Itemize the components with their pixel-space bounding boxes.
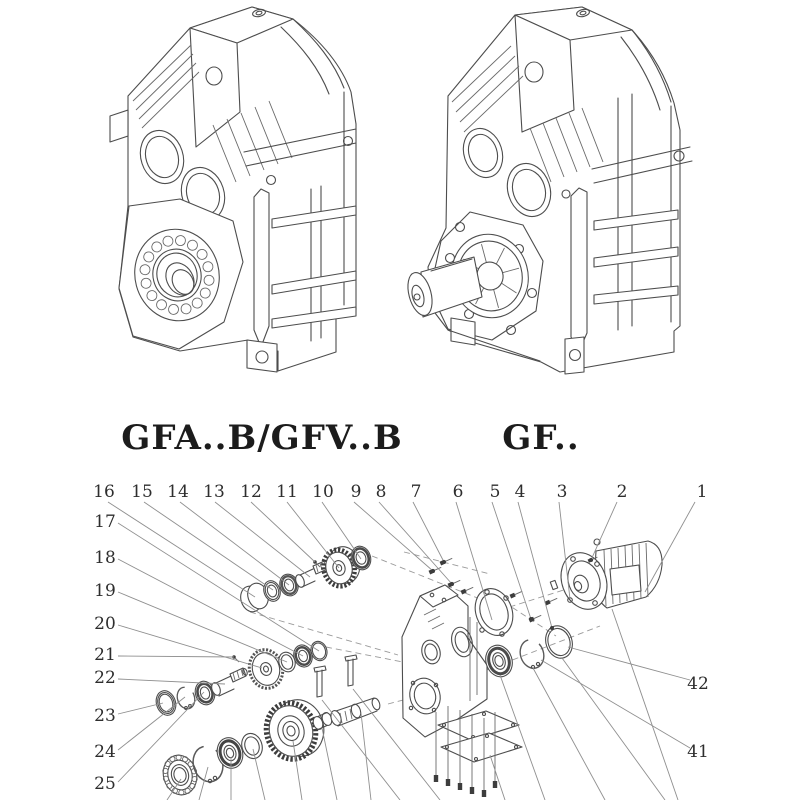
- leader-line-12: [251, 502, 315, 562]
- part-flange-bolt: [510, 590, 524, 599]
- cropped-leader-lines: [500, 675, 545, 800]
- part-oil-seal-mid: [153, 688, 179, 718]
- part-output-pinion-shaft: [329, 697, 381, 727]
- part-circlip-output: [536, 662, 539, 665]
- part-motor-key: [550, 580, 557, 589]
- left-model-label: GFA..B/GFV..B: [121, 418, 403, 458]
- part-adapter-flange: [469, 583, 519, 640]
- leader-line-7: [413, 502, 444, 562]
- callout-number-5: 5: [489, 482, 501, 502]
- leader-line-21: [118, 656, 234, 657]
- leader-dot-2: [589, 558, 593, 562]
- cropped-leader-lines: [612, 609, 678, 800]
- callout-number-8: 8: [375, 482, 387, 502]
- cropped-leader-lines: [490, 755, 505, 800]
- part-ball-bearing-large: [158, 751, 201, 798]
- callout-number-16: 16: [93, 482, 115, 502]
- part-intermediate-pinion-shaft: [210, 668, 248, 697]
- part-key-2: [345, 655, 357, 661]
- part-motor: [550, 539, 662, 616]
- terminal-box: [610, 565, 641, 595]
- callout-number-9: 9: [350, 482, 362, 502]
- callout-number-23: 23: [94, 706, 116, 726]
- leader-line-18: [118, 559, 303, 656]
- callout-number-11: 11: [276, 482, 298, 502]
- part-key-1: [317, 670, 322, 697]
- right-model-label: GF..: [502, 418, 580, 458]
- callout-layer: [93, 482, 709, 794]
- callout-number-3: 3: [556, 482, 568, 502]
- leader-line-22: [118, 679, 225, 684]
- callout-number-41: 41: [687, 742, 709, 762]
- callout-number-21: 21: [94, 645, 116, 665]
- part-output-pinion-shaft: [371, 697, 382, 711]
- callout-number-42: 42: [687, 674, 709, 694]
- part-flange-bolt: [510, 593, 516, 599]
- part-flange-bolt: [453, 580, 460, 583]
- part-key-2: [348, 659, 353, 686]
- callout-number-12: 12: [240, 482, 262, 502]
- part-circlip-mid: [175, 685, 198, 711]
- leader-line-23: [118, 703, 163, 714]
- cropped-leader-lines: [322, 728, 337, 800]
- part-flange-bolt: [461, 586, 475, 595]
- callout-number-4: 4: [514, 482, 526, 502]
- callout-number-19: 19: [94, 581, 116, 601]
- part-circlip-mid: [185, 707, 188, 710]
- callout-number-18: 18: [94, 548, 116, 568]
- leader-dot-9: [431, 569, 435, 573]
- leader-line-41: [541, 660, 690, 748]
- foot-block: [247, 340, 277, 372]
- part-flange-bolt: [515, 591, 522, 594]
- leader-line-4: [518, 502, 552, 628]
- part-key-2: [345, 655, 357, 686]
- part-cover-bolt-head: [470, 787, 474, 794]
- callout-number-2: 2: [616, 482, 628, 502]
- leader-line-15: [144, 502, 273, 590]
- axis-dashed-lines: [250, 612, 398, 655]
- part-flange-bolt: [448, 579, 462, 588]
- leader-line-8: [379, 502, 452, 584]
- callout-number-13: 13: [203, 482, 225, 502]
- leader-dot-8: [450, 582, 454, 586]
- cropped-leader-lines: [562, 658, 665, 800]
- part-circlip-large: [213, 776, 216, 779]
- part-key-1: [314, 666, 326, 672]
- gearbox-figure-hollow-shaft: [110, 7, 356, 372]
- axis-dashed-lines: [326, 647, 408, 663]
- cropped-leader-lines: [533, 668, 605, 800]
- part-cover-bolt-head: [446, 779, 450, 786]
- part-cover-bolt-head: [493, 781, 497, 788]
- part-flange-bolt: [550, 598, 557, 601]
- callout-number-10: 10: [312, 482, 334, 502]
- leader-line-42: [568, 647, 690, 680]
- callout-number-17: 17: [94, 512, 116, 532]
- part-cover-bolt-head: [434, 775, 438, 782]
- callout-number-22: 22: [94, 668, 116, 688]
- left-foot: [451, 318, 475, 345]
- part-retaining-ring: [542, 622, 577, 661]
- torque-arm-rod: [254, 189, 269, 347]
- part-motor-key: [550, 580, 557, 589]
- callout-number-6: 6: [452, 482, 464, 502]
- part-cover-bolt-head: [458, 783, 462, 790]
- callout-number-1: 1: [696, 482, 708, 502]
- callout-number-14: 14: [167, 482, 189, 502]
- foot-block: [565, 337, 584, 374]
- side-tab: [110, 110, 128, 142]
- part-cover-bolt-head: [482, 790, 486, 797]
- leader-dot-7: [442, 560, 446, 564]
- callout-number-15: 15: [131, 482, 153, 502]
- leader-line-24: [118, 697, 185, 750]
- leader-line-20: [118, 625, 262, 668]
- part-flange-bolt: [466, 587, 473, 590]
- leader-line-11: [287, 502, 339, 568]
- part-spacer-sleeve: [312, 711, 334, 730]
- part-circlip-output: [517, 637, 548, 672]
- callout-number-24: 24: [94, 742, 116, 762]
- part-flange-bolt: [534, 615, 541, 618]
- part-bearing-output-large: [213, 734, 246, 771]
- callout-number-25: 25: [94, 774, 116, 794]
- torque-arm-rod: [571, 188, 587, 351]
- part-circlip-mid: [175, 685, 198, 711]
- leader-dot-4: [550, 626, 554, 630]
- cropped-leader-lines: [199, 767, 208, 800]
- callout-number-20: 20: [94, 614, 116, 634]
- leader-dot-5: [529, 617, 533, 621]
- part-key-1: [314, 666, 326, 697]
- part-ball-bearing-large: [159, 751, 201, 798]
- part-adapter-flange: [469, 583, 519, 640]
- part-flange-bolt: [445, 558, 452, 561]
- leader-line-10: [322, 502, 361, 559]
- torque-arm-rod: [254, 189, 269, 347]
- callout-number-7: 7: [410, 482, 422, 502]
- part-flange-bolt: [545, 597, 559, 606]
- torque-arm-rod: [571, 188, 587, 351]
- gearbox-figure-solid-shaft: [404, 7, 692, 374]
- part-cover-plates: [441, 733, 522, 762]
- exploded-view: [93, 482, 709, 800]
- part-adapter-flange: [480, 628, 484, 632]
